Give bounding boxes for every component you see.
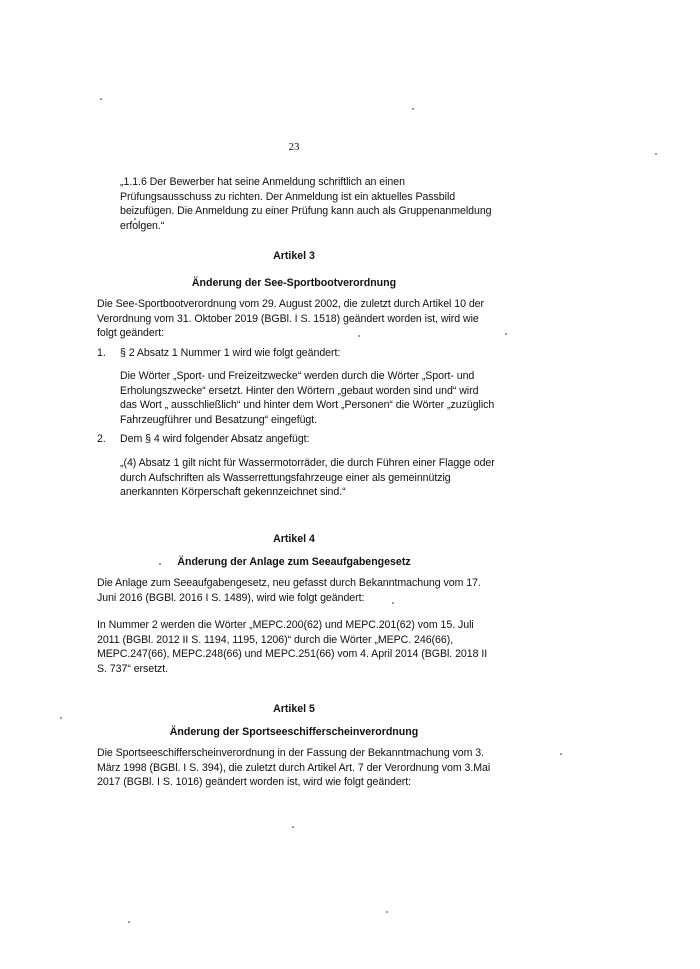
quote-paragraph-1-1-6: „1.1.6 Der Bewerber hat seine Anmeldung schriftlich an einen Prüfungsausschuss zu richten. Der Anmeldung ist ein aktuelles Passbild beizufügen. Die Anmeldung zu einer Prüfung kann auch als Gruppenanmeldung erfolgen.“	[120, 176, 492, 232]
scan-speck	[392, 602, 394, 604]
item-number: 2.	[97, 433, 106, 445]
scan-speck	[60, 717, 62, 719]
article-4-title: Artikel 4	[273, 533, 315, 545]
scan-speck	[560, 753, 562, 755]
item-number: 1.	[97, 347, 106, 359]
page-number: 23	[288, 141, 300, 153]
item-lead: § 2 Absatz 1 Nummer 1 wird wie folgt geändert:	[120, 347, 341, 359]
article-4-intro: Die Anlage zum Seeaufgabengesetz, neu gefasst durch Bekanntmachung vom 17. Juni 2016 (BGBl. 2016 I S. 1489), wird wie folgt geändert:	[97, 577, 481, 604]
article-3-subtitle: Änderung der See-Sportbootverordnung	[191, 277, 397, 289]
scan-speck	[386, 911, 388, 913]
item-lead: Dem § 4 wird folgender Absatz angefügt:	[120, 433, 310, 445]
scan-speck	[358, 335, 360, 337]
article-5-subtitle: Änderung der Sportseeschifferscheinverordnung	[169, 726, 419, 738]
article-3-intro: Die See-Sportbootverordnung vom 29. August 2002, die zuletzt durch Artikel 10 der Verordnung vom 31. Oktober 2019 (BGBl. I S. 1518) geändert worden ist, wird wie folgt geändert:	[97, 298, 484, 340]
scan-speck	[100, 98, 102, 100]
scan-speck	[159, 563, 161, 565]
item-body: Die Wörter „Sport- und Freizeitzwecke“ werden durch die Wörter „Sport- und Erholungszwecke“ ersetzt. Hinter den Wörtern „gebaut worden sind und“ wird das Wort „ ausschließlich“ und hinter dem Wort „Personen“ die Wörter „zuzüglich Fahrzeugführer und Besatzung“ eingefügt.	[120, 370, 495, 426]
scan-speck	[655, 153, 657, 155]
article-4-paragraph: In Nummer 2 werden die Wörter „MEPC.200(62) und MEPC.201(62) vom 15. Juli 2011 (BGBl. 2012 II S. 1194, 1195, 1206)“ durch die Wörter „MEPC. 246(66), MEPC.247(66), MEPC.248(66) und MEPC.251(66) vom 4. April 2014 (BGBl. 2018 II S. 737“ ersetzt.	[97, 619, 488, 675]
article-3-title: Artikel 3	[273, 250, 315, 262]
scan-speck	[128, 921, 130, 923]
scan-speck	[412, 108, 414, 110]
item-body: „(4) Absatz 1 gilt nicht für Wassermotorräder, die durch Führen einer Flagge oder durch Aufschriften als Wasserrettungsfahrzeuge einer als gemeinnützig anerkannten Körperschaft gekennzeichnet sind.“	[120, 457, 495, 499]
article-4-subtitle: Änderung der Anlage zum Seeaufgabengesetz	[177, 556, 411, 568]
scan-speck	[505, 333, 507, 335]
scan-speck	[292, 826, 294, 828]
article-5-intro: Die Sportseeschifferscheinverordnung in der Fassung der Bekanntmachung vom 3. März 1998 (BGBl. I S. 394), die zuletzt durch Artikel Art. 7 der Verordnung vom 3.Mai 2017 (BGBl. I S. 1016) geändert worden ist, wird wie folgt geändert:	[97, 747, 491, 789]
article-5-title: Artikel 5	[273, 703, 315, 715]
scan-speck	[134, 218, 136, 220]
